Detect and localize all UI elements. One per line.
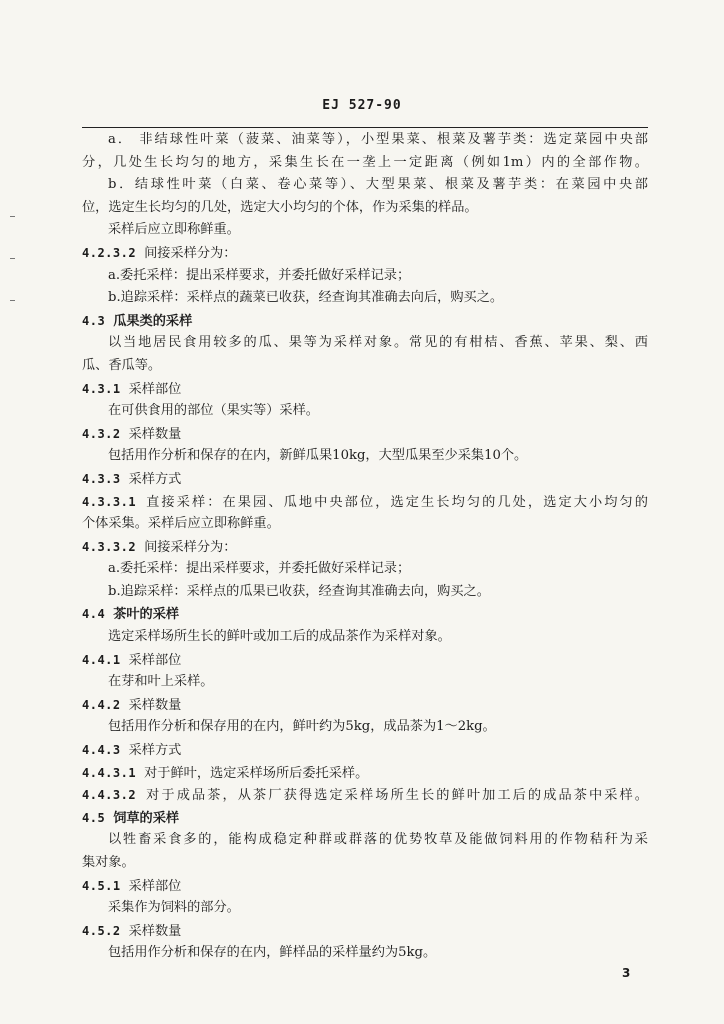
section-line xyxy=(82,536,648,559)
section-number: 4.5 xyxy=(82,810,106,825)
paragraph-line xyxy=(82,716,648,739)
paragraph-line xyxy=(82,287,648,310)
scan-margin-mark xyxy=(10,300,15,301)
line-text: a． 非结球性叶菜（菠菜、油菜等），小型果菜、根菜及薯芋类：选定菜园中央部 xyxy=(108,132,648,147)
section-number: 4.3.3.2 xyxy=(82,539,137,554)
line-text: 以当地居民食用较多的瓜、果等为采样对象。常见的有柑桔、香蕉、苹果、梨、西 xyxy=(108,335,648,351)
section-line xyxy=(82,784,648,807)
section-number: 4.4.3.2 xyxy=(82,788,137,803)
line-text: 采样数量 xyxy=(128,697,182,713)
section-line xyxy=(82,603,648,626)
paragraph-line xyxy=(82,152,648,175)
line-text: 在芽和叶上采样。 xyxy=(108,674,214,690)
line-text: 间接采样分为： xyxy=(144,245,237,261)
paragraph-line xyxy=(82,626,648,649)
section-line xyxy=(82,807,648,830)
section-line xyxy=(82,468,648,491)
paragraph-line xyxy=(82,400,648,423)
paragraph-line xyxy=(82,332,648,355)
section-number: 4.4.3.1 xyxy=(82,765,137,780)
line-text: 饲草的采样 xyxy=(113,810,180,826)
line-text: 个体采集。采样后应立即称鲜重。 xyxy=(82,516,280,532)
section-number: 4.3.2 xyxy=(82,426,121,441)
section-line xyxy=(82,378,648,401)
paragraph-line xyxy=(82,197,648,220)
line-text: a.委托采样：提出采样要求，并委托做好采样记录； xyxy=(108,561,411,577)
line-text: 选定采样场所生长的鲜叶或加工后的成品茶作为采样对象。 xyxy=(108,629,451,645)
body-text xyxy=(82,129,648,965)
section-number: 4.3 xyxy=(82,313,106,328)
section-line xyxy=(82,649,648,672)
paragraph-line xyxy=(82,265,648,288)
standard-code-header: EJ 527-90 xyxy=(322,98,402,113)
section-line xyxy=(82,875,648,898)
line-text: b．结球性叶菜（白菜、卷心菜等）、大型果菜、根菜及薯芋类：在菜园中央部 xyxy=(108,177,648,193)
line-text: 包括用作分析和保存的在内，鲜样品的采样量约为5kg。 xyxy=(108,945,437,961)
section-line xyxy=(82,310,648,333)
section-line xyxy=(82,491,648,514)
line-text: b.追踪采样：采样点的瓜果已收获，经查询其准确去向，购买之。 xyxy=(108,583,490,599)
line-text: 分，几处生长均匀的地方，采集生长在一垄上一定距离（例如1m）内的全部作物。 xyxy=(82,154,648,170)
line-text: 包括用作分析和保存的在内，新鲜瓜果10kg，大型瓜果至少采集10个。 xyxy=(108,448,528,464)
section-line xyxy=(82,242,648,265)
line-text: 以牲畜采食多的，能构成稳定种群或群落的优势牧草及能做饲料用的作物秸秆为采 xyxy=(108,832,648,848)
paragraph-line xyxy=(82,829,648,852)
line-text: 茶叶的采样 xyxy=(113,607,180,623)
section-line xyxy=(82,739,648,762)
line-text: 采样方式 xyxy=(128,471,182,487)
line-text: 包括用作分析和保存用的在内，鲜叶约为5kg，成品茶为1～2kg。 xyxy=(108,719,496,735)
section-number: 4.4.2 xyxy=(82,697,121,712)
paragraph-line xyxy=(82,852,648,875)
line-text: 集对象。 xyxy=(82,855,135,870)
line-text: 在可供食用的部位（果实等）采样。 xyxy=(108,403,319,419)
scan-margin-mark xyxy=(10,258,15,259)
line-text: 对于成品茶，从茶厂获得选定采样场所生长的鲜叶加工后的成品茶中采样。 xyxy=(144,788,648,804)
paragraph-line xyxy=(82,219,648,242)
section-number: 4.4 xyxy=(82,607,106,622)
section-line xyxy=(82,423,648,446)
header-rule xyxy=(82,127,648,128)
paragraph-line xyxy=(82,897,648,920)
line-text: 瓜果类的采样 xyxy=(113,313,193,329)
line-text: 采样数量 xyxy=(128,426,182,442)
line-text: 采样方式 xyxy=(128,743,182,759)
section-number: 4.3.3 xyxy=(82,471,121,486)
line-text: 采样部位 xyxy=(128,652,182,668)
paragraph-line xyxy=(82,129,648,152)
line-text: 采样部位 xyxy=(128,381,182,397)
section-number: 4.2.3.2 xyxy=(82,245,137,260)
line-text: 采集作为饲料的部分。 xyxy=(108,900,240,916)
section-number: 4.3.1 xyxy=(82,381,121,396)
line-text: 采样部位 xyxy=(128,878,182,894)
section-number: 4.3.3.1 xyxy=(82,494,137,509)
line-text: 瓜、香瓜等。 xyxy=(82,357,162,373)
paragraph-line xyxy=(82,671,648,694)
line-text: a.委托采样：提出采样要求，并委托做好采样记录； xyxy=(108,267,411,283)
line-text: 采样后应立即称鲜重。 xyxy=(108,222,240,238)
section-number: 4.5.1 xyxy=(82,878,121,893)
paragraph-line xyxy=(82,581,648,604)
paragraph-line xyxy=(82,942,648,965)
scan-margin-mark xyxy=(10,216,15,217)
section-line xyxy=(82,920,648,943)
paragraph-line xyxy=(82,513,648,536)
line-text: 直接采样：在果园、瓜地中央部位，选定生长均匀的几处，选定大小均匀的 xyxy=(144,494,648,510)
section-line xyxy=(82,762,648,785)
paragraph-line xyxy=(82,174,648,197)
section-line xyxy=(82,694,648,717)
line-text: 位，选定生长均匀的几处，选定大小均匀的个体，作为采集的样品。 xyxy=(82,199,478,215)
section-number: 4.4.1 xyxy=(82,652,121,667)
section-number: 4.4.3 xyxy=(82,743,121,758)
line-text: b.追踪采样：采样点的蔬菜已收获，经查询其准确去向后，购买之。 xyxy=(108,290,504,306)
paragraph-line xyxy=(82,355,648,378)
page-number: 3 xyxy=(622,966,631,980)
section-number: 4.5.2 xyxy=(82,923,121,938)
paragraph-line xyxy=(82,445,648,468)
line-text: 采样数量 xyxy=(128,923,182,939)
line-text: 间接采样分为： xyxy=(144,539,237,555)
line-text: 对于鲜叶，选定采样场所后委托采样。 xyxy=(144,765,369,781)
paragraph-line xyxy=(82,558,648,581)
